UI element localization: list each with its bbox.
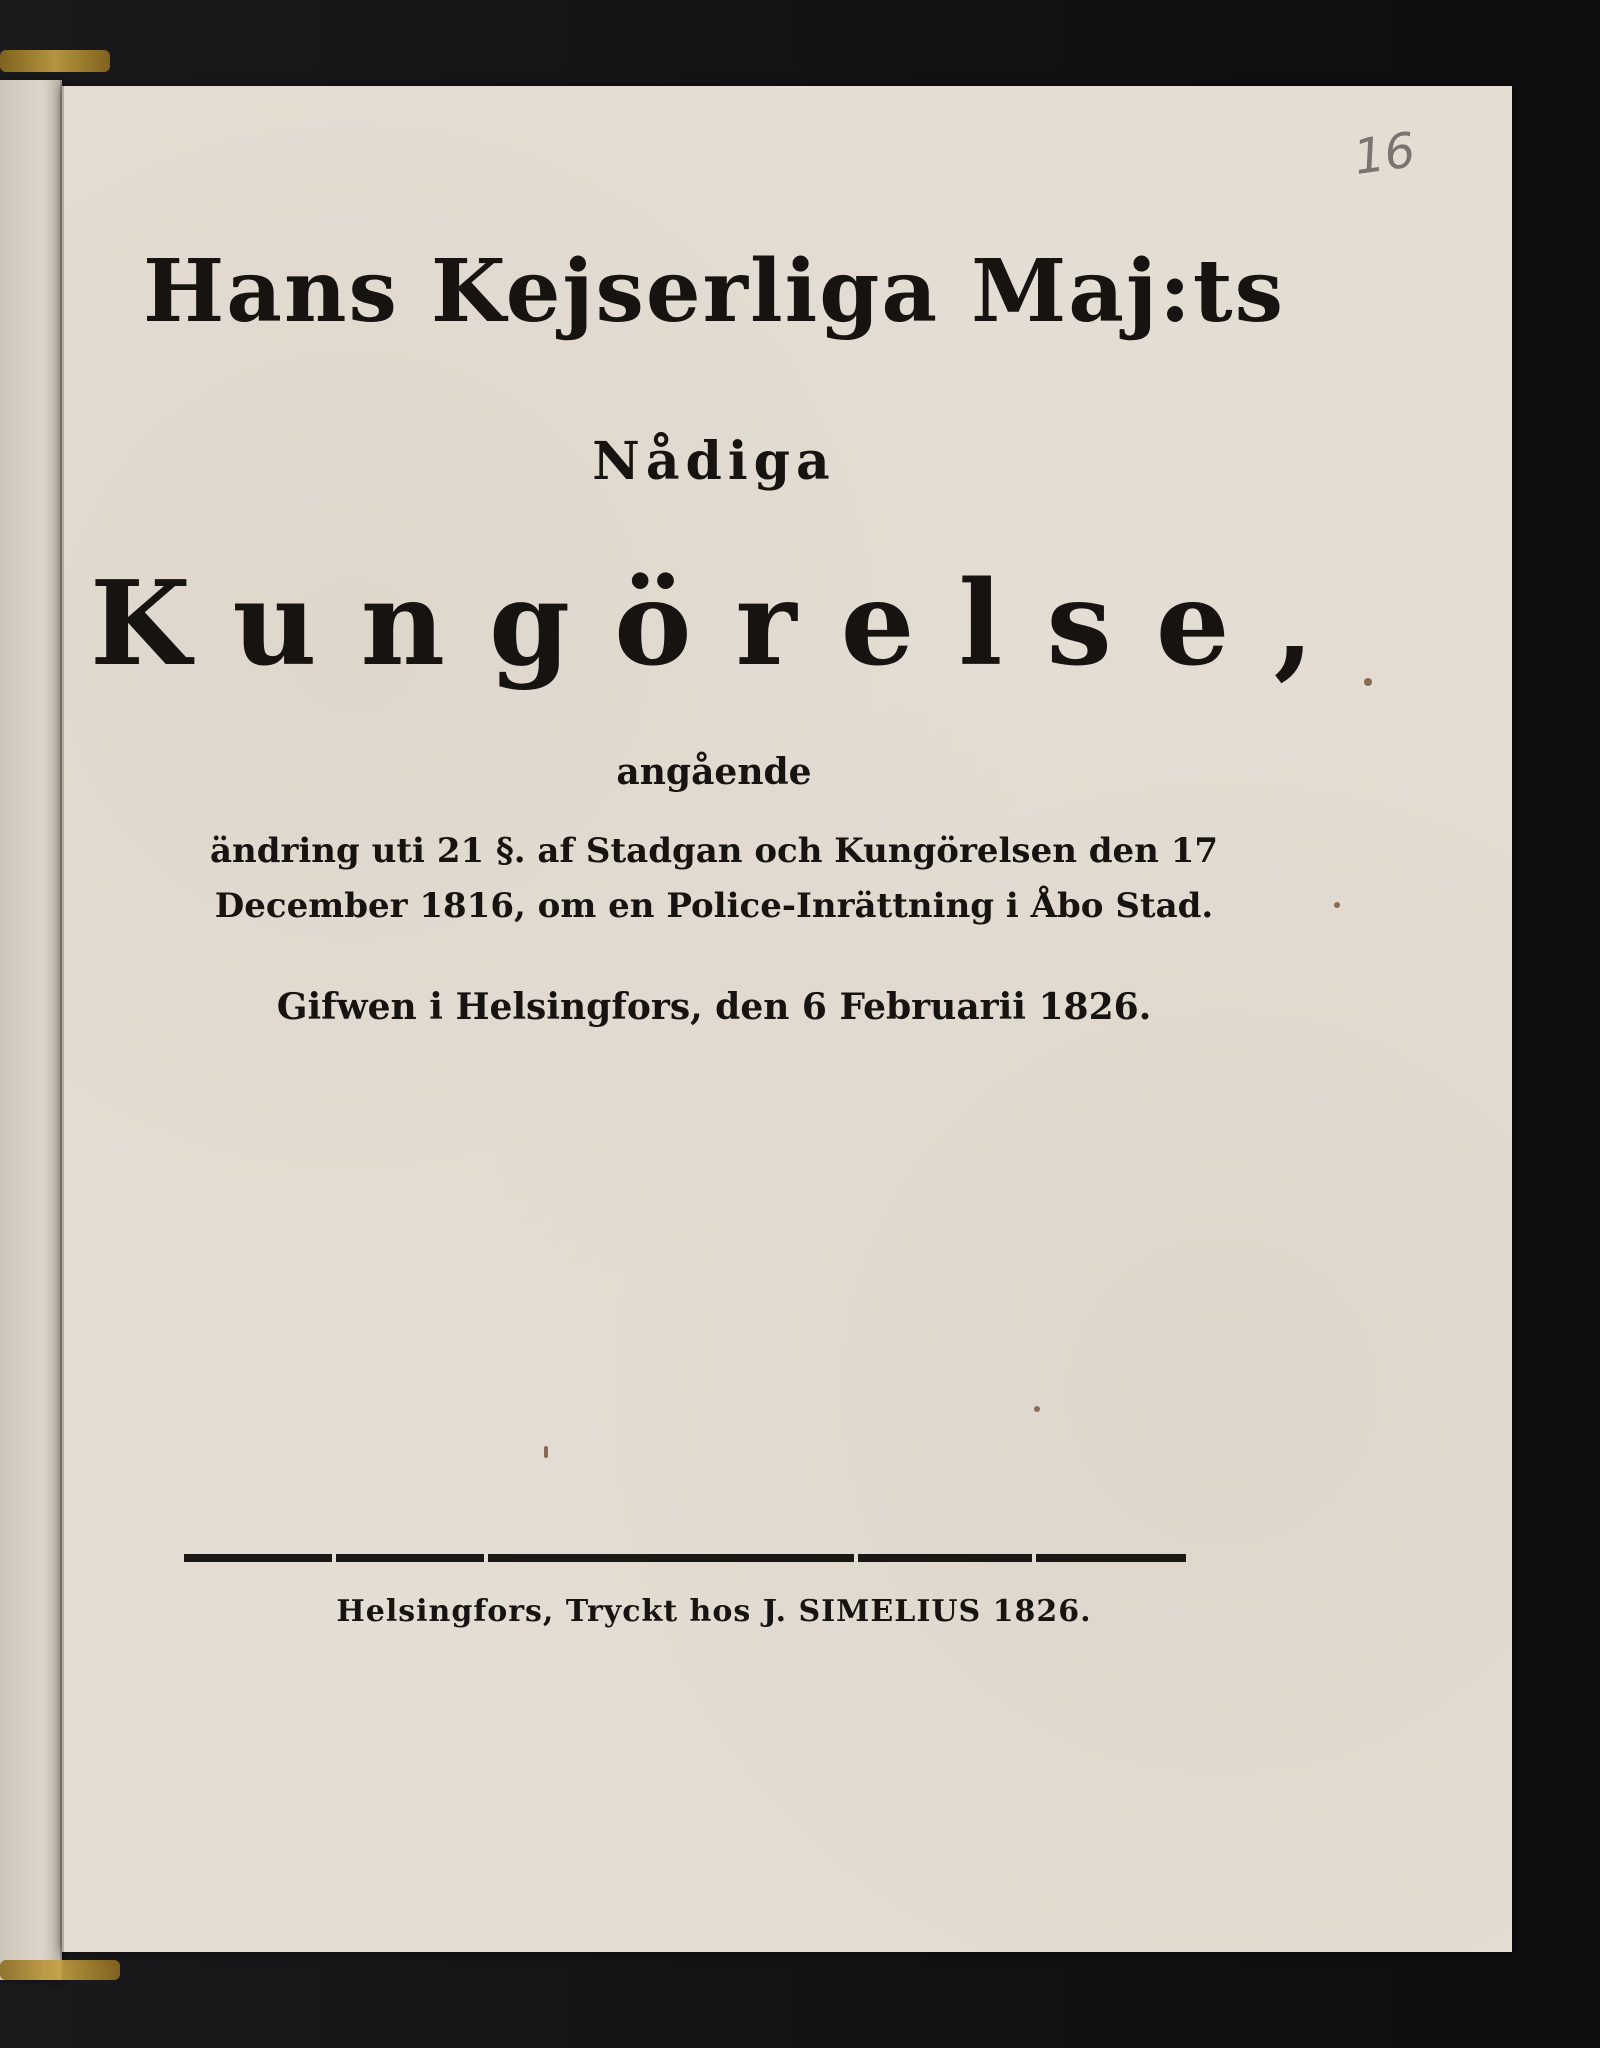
body-line-2: December 1816, om en Police-Inrättning i Åbo Stad. (214, 886, 1214, 926)
adjacent-page-edge (0, 80, 62, 1980)
title-line-4: angående (616, 751, 812, 793)
dateline: Gifwen i Helsingfors, den 6 Februarii 1826. (276, 986, 1152, 1028)
body-line-1: ändring uti 21 §. af Stadgan och Kungörelsen den 17 (209, 831, 1219, 871)
rule-break (332, 1554, 336, 1562)
binding-thread-bottom (0, 1960, 120, 1980)
foxing-spot (1334, 902, 1340, 908)
pencil-page-number: 16 (1350, 122, 1419, 186)
title-line-1: Hans Kejserliga Maj:ts (142, 241, 1286, 342)
foxing-spot (1364, 678, 1372, 686)
rule-break (1032, 1554, 1036, 1562)
printer-imprint: Helsingfors, Tryckt hos J. SIMELIUS 1826. (336, 1594, 1092, 1629)
title-line-2: Nådiga (592, 431, 836, 492)
foxing-spot (1034, 1406, 1040, 1412)
rule-break (484, 1554, 488, 1562)
foxing-spot (544, 1446, 548, 1458)
title-page (62, 86, 1512, 1952)
rule-break (854, 1554, 858, 1562)
title-line-3: Kungörelse, (90, 556, 1358, 692)
binding-thread-top (0, 50, 110, 72)
